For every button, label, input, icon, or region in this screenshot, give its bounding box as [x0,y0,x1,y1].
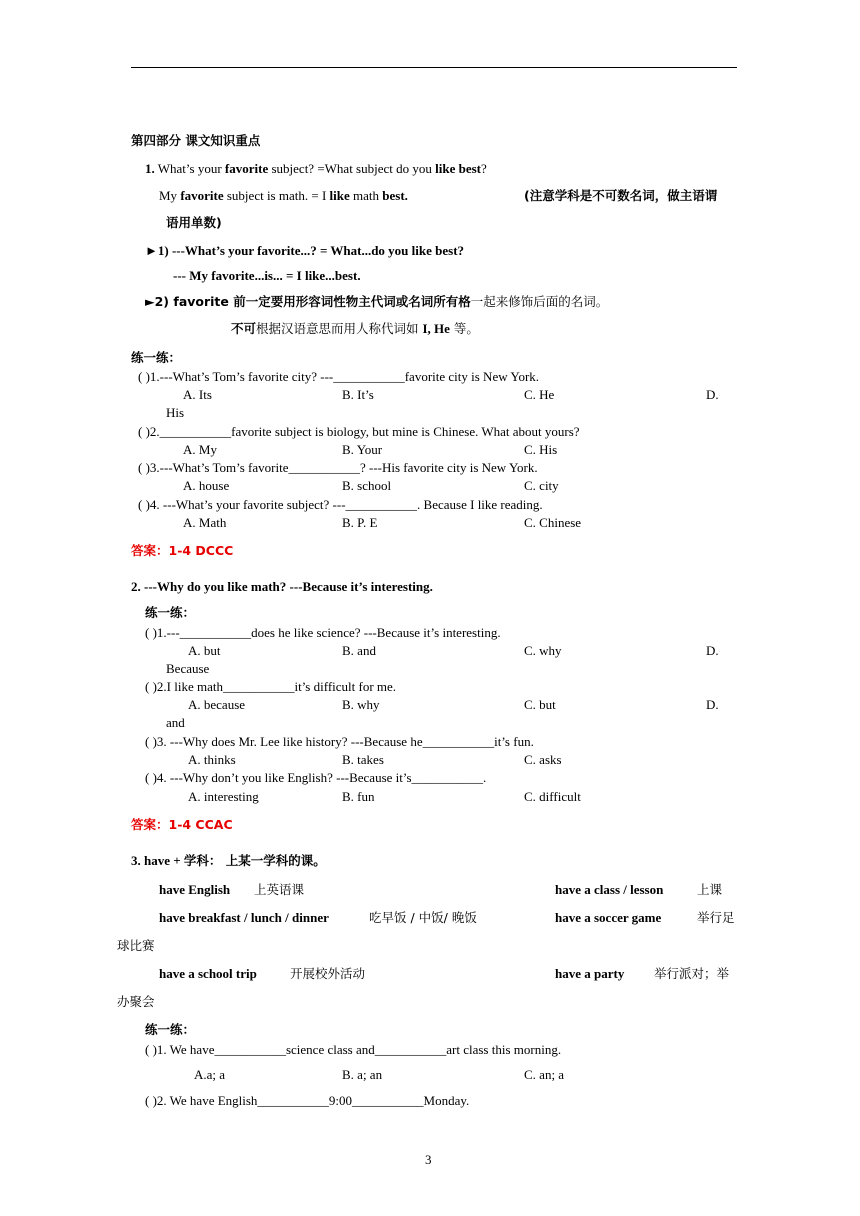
text: My [159,188,181,203]
phrase-have-a-party: have a party [555,966,625,981]
phrase-have-a-school-trip-meaning: 开展校外活动 [290,966,366,981]
ex2-q3-option-a: A. thinks [188,752,236,767]
ex1-q4-option-b: B. P. E [342,515,378,530]
point1-note-cont: 语用单数) [166,215,222,230]
ex2-q3-option-b: B. takes [342,752,384,767]
phrase-have-meals-meaning: 吃早饭 / 中饭/ 晚饭 [369,910,477,925]
header-rule [131,67,737,68]
ex2-q3-option-c: C. asks [524,752,562,767]
ex1-q3-option-b: B. school [342,478,392,493]
ex1-q4: ( )4. ---What’s your favorite subject? ---___________. Because I like reading. [138,497,543,512]
exercise2-label: 练一练： [145,605,196,620]
ex1-q3-option-c: C. city [524,478,559,493]
ex2-q2-option-d-text: and [166,715,185,730]
ex3-q1-option-b: B. a; an [342,1067,383,1082]
text: 根据汉语意思而用人称代词如 [256,321,423,336]
text: ►2) favorite 前一定要用形容词性物主代词或名词所有格 [145,294,471,309]
ex1-q4-option-a: A. Math [183,515,227,530]
point2-title: 2. ---Why do you like math? ---Because it’s interesting. [131,579,433,594]
ex1-q2-option-b: B. Your [342,442,383,457]
phrase-have-meals: have breakfast / lunch / dinner [159,910,329,925]
ex1-q2: ( )2.___________favorite subject is biology, but mine is Chinese. What about yours? [138,424,580,439]
phrase-have-a-soccer-game-meaning: 举行足 [697,910,735,925]
phrase-have-a-class: have a class / lesson [555,882,664,897]
keyword: favorite [224,161,269,176]
text: math [349,188,383,203]
keyword: favorite [180,188,224,203]
ex2-q1-option-d-text: Because [166,661,210,676]
phrase-have-english-meaning: 上英语课 [254,882,305,897]
point1-pattern1b: --- My favorite...is... = I like...best. [173,268,361,283]
ex1-q1: ( )1.---What’s Tom’s favorite city? ---___________favorite city is New York. [138,369,540,384]
phrase-have-a-party-meaning-cont: 办聚会 [117,994,155,1009]
point1-number: 1. [145,161,155,176]
keyword: I, He [422,321,450,336]
ex1-q1-option-b: B. It’s [342,387,374,402]
text: ? [481,161,487,176]
text: subject? =What subject do you [268,161,436,176]
ex1-q3: ( )3.---What’s Tom’s favorite___________? ---His favorite city is New York. [138,460,538,475]
phrase-have-english: have English [159,882,231,897]
point1-line1 [145,160,487,178]
ex3-q2: ( )2. We have English___________9:00___________Monday. [145,1093,470,1108]
keyword: best. [382,188,408,203]
text: What’s your [154,161,225,176]
text: subject is math. = I [223,188,330,203]
ex3-q1-option-c: C. an; a [524,1067,565,1082]
ex1-answer: 答案：1-4 DCCC [131,543,234,558]
exercise3-label: 练一练： [145,1022,196,1037]
phrase-have-a-school-trip: have a school trip [159,966,257,981]
ex1-q1-option-d: D. [706,387,719,402]
ex1-q2-option-a: A. My [183,442,217,457]
ex2-q4-option-b: B. fun [342,789,375,804]
section-title: 第四部分 课文知识重点 [131,133,261,148]
ex1-q1-option-d-text: His [166,405,185,420]
text: 3. have + [131,853,184,868]
ex3-q1-option-a: A.a; a [194,1067,226,1082]
text: 一起来修饰后面的名词。 [470,294,609,309]
ex1-q2-option-c: C. His [524,442,558,457]
phrase-have-a-class-meaning: 上课 [697,882,723,897]
ex2-q2-option-c: C. but [524,697,556,712]
ex2-q1: ( )1.---___________does he like science? ---Because it’s interesting. [145,625,501,640]
ex2-q1-option-c: C. why [524,643,562,658]
ex1-q1-option-c: C. He [524,387,555,402]
ex2-q4: ( )4. ---Why don’t you like English? ---Because it’s___________. [145,770,487,785]
point1-pattern2 [145,293,608,311]
ex2-answer: 答案：1-4 CCAC [131,817,233,832]
ex2-q2-option-b: B. why [342,697,380,712]
ex1-q1-option-a: A. Its [183,387,212,402]
keyword: like best [435,161,482,176]
ex3-q1: ( )1. We have___________science class and___________art class this morning. [145,1042,562,1057]
exercise1-label: 练一练： [131,350,182,365]
point1-line2 [159,187,408,205]
point3-title [131,852,326,870]
point1-pattern1: ►1) ---What’s your favorite...? = What...do you like best? [145,243,465,258]
point1-note: (注意学科是不可数名词，做主语谓 [524,188,718,203]
ex2-q3: ( )3. ---Why does Mr. Lee like history? ---Because he___________it’s fun. [145,734,534,749]
ex1-q3-option-a: A. house [183,478,230,493]
text: 不可 [231,321,257,336]
ex2-q2-option-d: D. [706,697,719,712]
ex2-q2: ( )2.I like math___________it’s difficult for me. [145,679,397,694]
text: 学科： 上某一学科的课。 [183,853,326,868]
keyword: like [329,188,350,203]
ex2-q4-option-c: C. difficult [524,789,581,804]
ex1-q4-option-c: C. Chinese [524,515,582,530]
ex2-q1-option-b: B. and [342,643,376,658]
ex2-q2-option-a: A. because [188,697,246,712]
phrase-have-a-soccer-game-meaning-cont: 球比赛 [117,938,155,953]
ex2-q4-option-a: A. interesting [188,789,259,804]
page-number: 3 [425,1152,432,1167]
text: 等。 [449,321,479,336]
point1-pattern2-cont [231,320,479,338]
phrase-have-a-party-meaning: 举行派对；举 [654,966,730,981]
ex2-q1-option-d: D. [706,643,719,658]
phrase-have-a-soccer-game: have a soccer game [555,910,662,925]
ex2-q1-option-a: A. but [188,643,221,658]
